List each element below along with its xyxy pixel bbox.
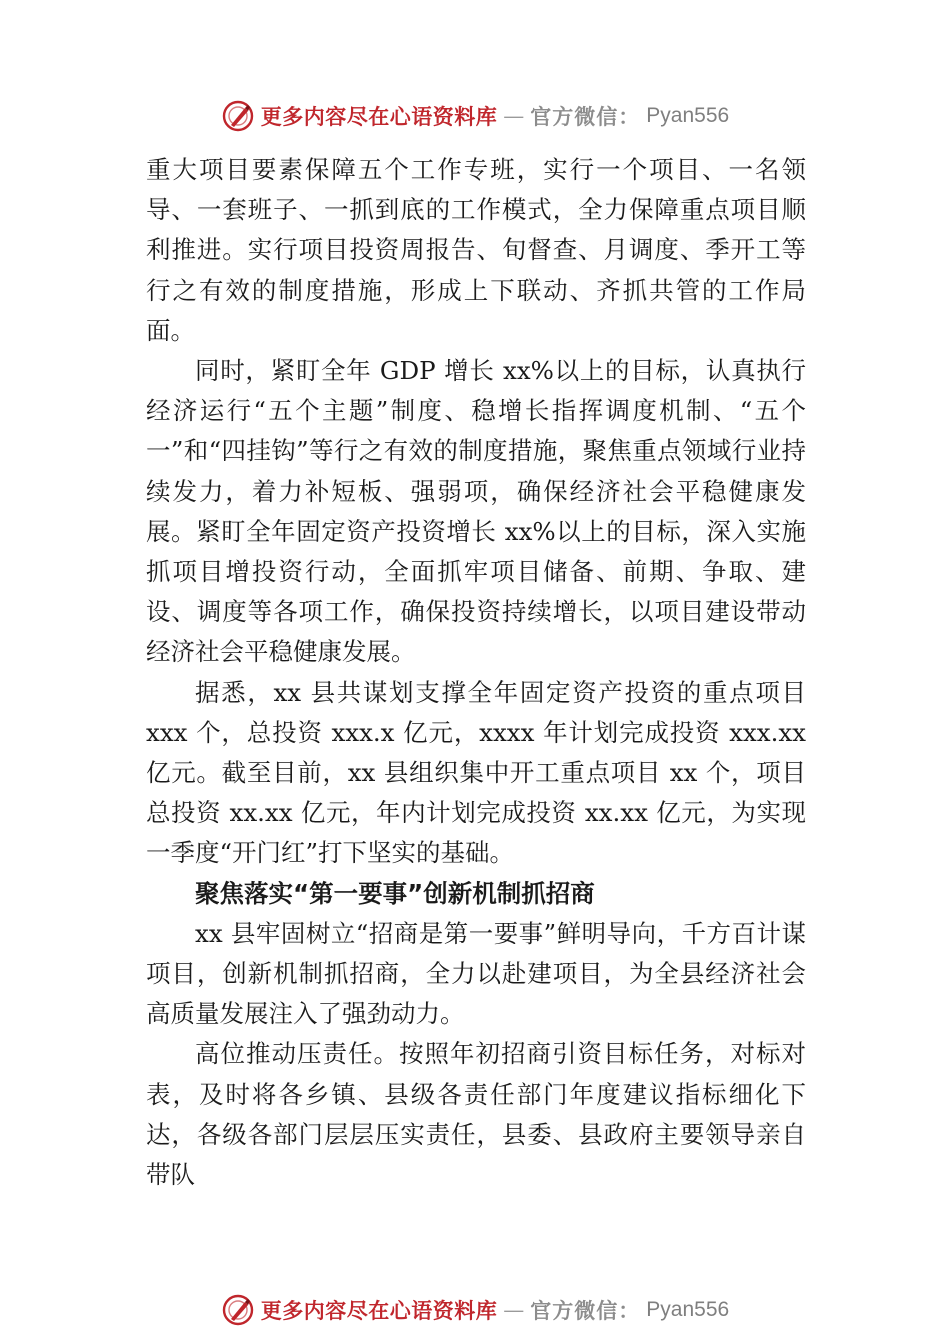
pen-seal-logo-icon bbox=[221, 99, 255, 133]
watermark-wechat-label: 官方微信： bbox=[530, 1298, 641, 1323]
paragraph-4: xx 县牢固树立“招商是第一要事”鲜明导向，千方百计谋项目，创新机制抓招商，全力以赴建项目，为全县经济社会高质量发展注入了强劲动力。 bbox=[146, 918, 806, 1029]
paragraph-2: 同时，紧盯全年 GDP 增长 xx%以上的目标，认真执行经济运行“五个主题”制度、稳增长指挥调度机制、“五个一”和“四挂钩”等行之有效的制度措施，聚焦重点领域行业持续发力，着力补短板、强弱项，确保经济社会平稳健康发展。紧盯全年固定资产投资增长 xx%以上的目标，深入实施抓项目增投资行动，全面抓牢项目储备、前期、争取、建设、调度等各项工作，确保投资持续增长，以项目建设带动经济社会平稳健康发展。 bbox=[146, 356, 806, 667]
watermark-site-name: 更多内容尽在心语资料库 bbox=[260, 1298, 498, 1323]
document-body bbox=[146, 150, 806, 1195]
paragraph-5: 高位推动压责任。按照年初招商引资目标任务，对标对表，及时将各乡镇、县级各责任部门年度建议指标细化下达，各级各部门层层压实责任，县委、县政府主要领导亲自带队 bbox=[146, 1039, 806, 1190]
header-watermark bbox=[0, 96, 950, 136]
paragraph-1: 重大项目要素保障五个工作专班，实行一个项目、一名领导、一套班子、一抓到底的工作模式，全力保障重点项目顺利推进。实行项目投资周报告、旬督查、月调度、季开工等行之有效的制度措施，形成上下联动、齐抓共管的工作局面。 bbox=[146, 155, 806, 345]
footer-watermark bbox=[0, 1290, 950, 1330]
watermark-dash: — bbox=[503, 104, 525, 128]
watermark-wechat-label: 官方微信： bbox=[530, 104, 641, 129]
watermark-dash: — bbox=[503, 1298, 525, 1322]
watermark-account: Pyan556 bbox=[646, 104, 730, 127]
watermark-account: Pyan556 bbox=[646, 1298, 730, 1321]
pen-seal-logo-icon bbox=[221, 1293, 255, 1327]
paragraph-3: 据悉，xx 县共谋划支撑全年固定资产投资的重点项目 xxx 个，总投资 xxx.x 亿元，xxxx 年计划完成投资 xxx.xx 亿元。截至目前，xx 县组织集中开工重点项目 xx 个，项目总投资 xx.xx 亿元，年内计划完成投资 xx.xx 亿元，为实现一季度“开门红”打下坚实的基础。 bbox=[146, 677, 806, 868]
watermark-site-name: 更多内容尽在心语资料库 bbox=[260, 104, 498, 129]
section-heading: 聚焦落实“第一要事”创新机制抓招商 bbox=[195, 878, 595, 908]
